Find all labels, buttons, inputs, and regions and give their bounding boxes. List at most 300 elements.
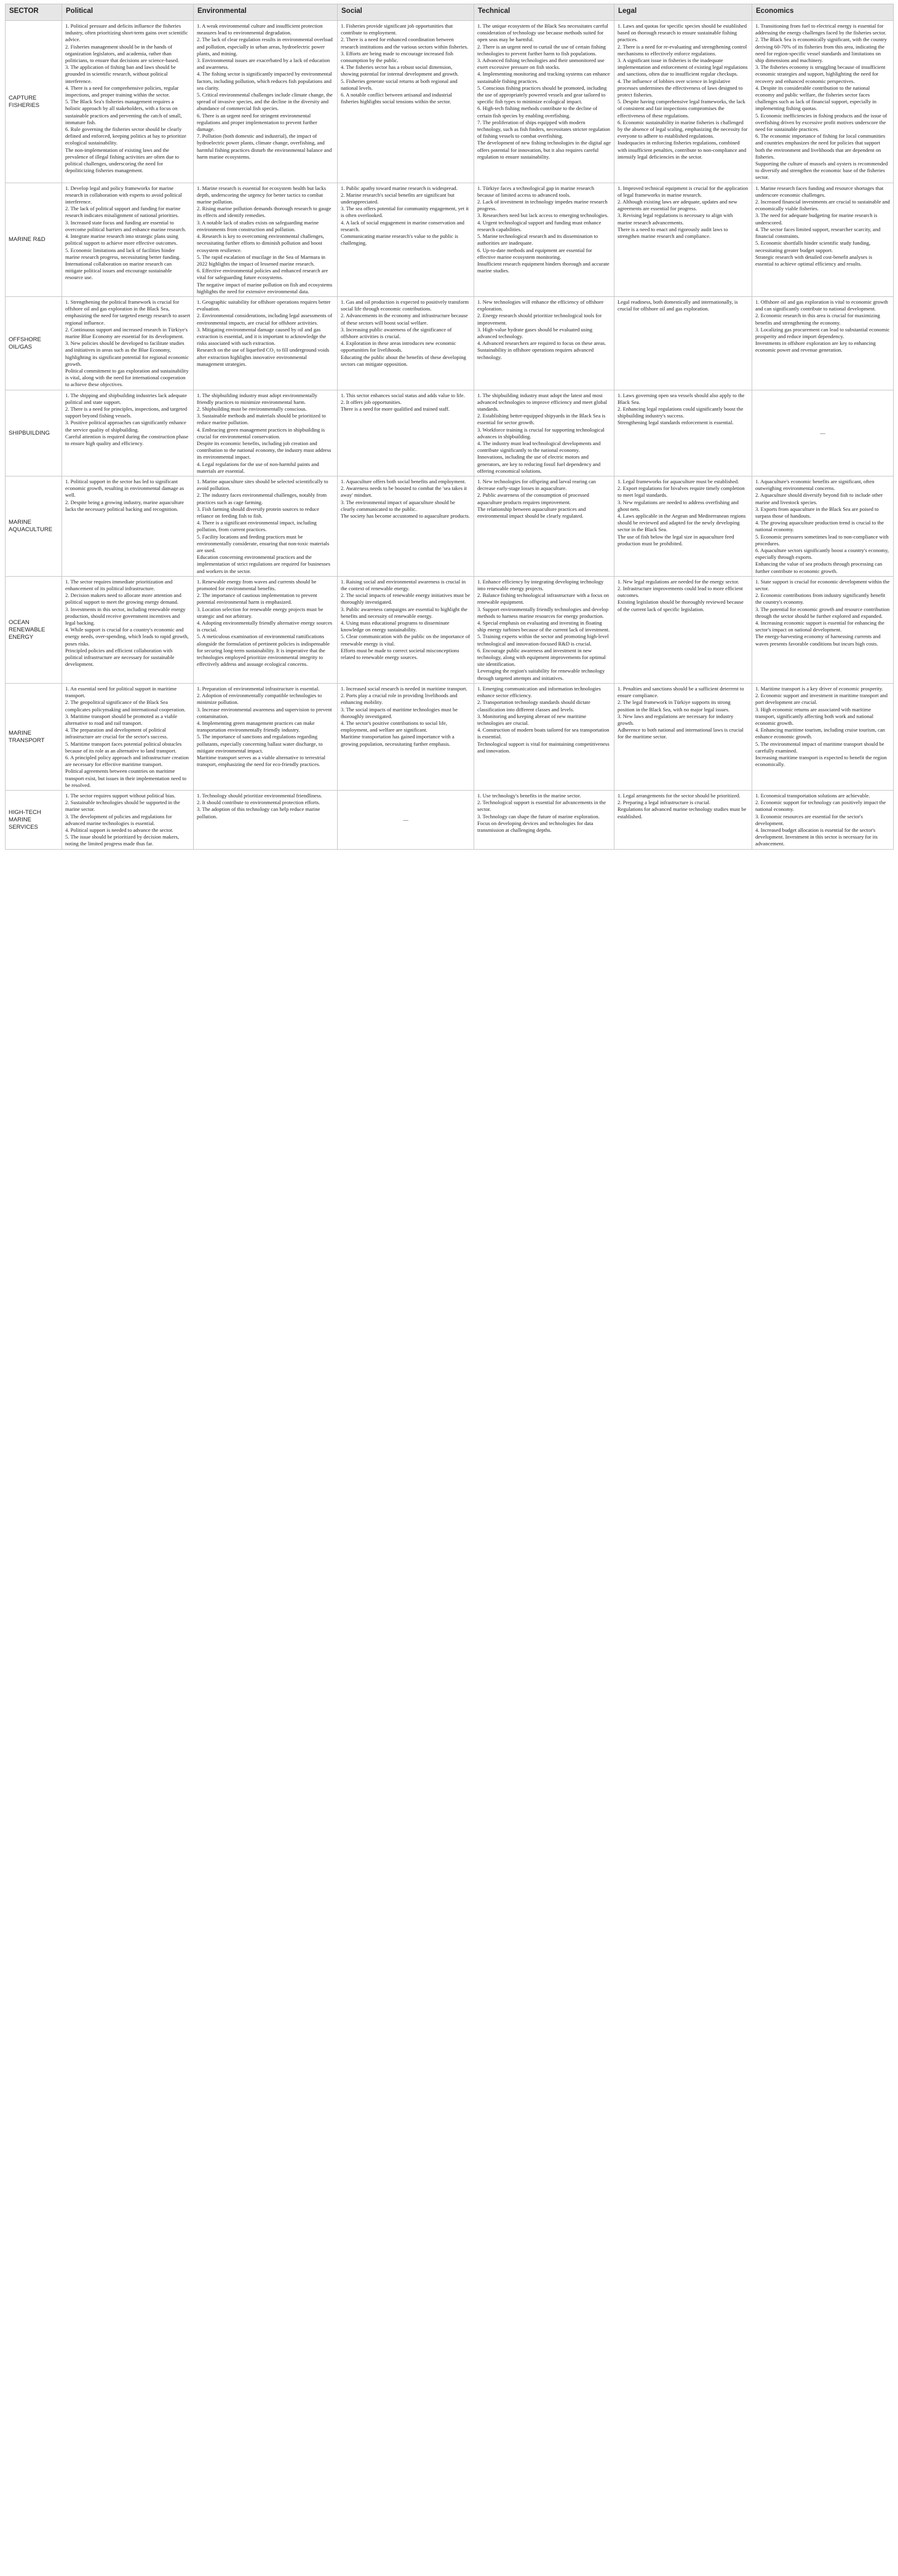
cell-paragraph: 3. Economic resources are essential for the sector's development. bbox=[755, 813, 863, 826]
cell-paragraph: Focus on developing devices and technologies for data transmission at challenging depths. bbox=[477, 820, 594, 833]
cell-paragraph: 3. The social impacts of maritime technologies must be thoroughly investigated. bbox=[341, 706, 458, 719]
cell-paragraph: 2. Economic contributions from industry significantly benefit the country's economy. bbox=[755, 592, 886, 606]
table-row bbox=[6, 296, 894, 390]
cell-paragraph: 1. Political pressure and deficits influence the fisheries industry, often prioritizing short-term gains over scientific advice. bbox=[65, 23, 188, 43]
cell-paragraph: 3. Increasing public awareness of the significance of offshore activities is crucial. bbox=[341, 326, 452, 339]
cell-paragraph: 2. The Black Sea is economically significant, with the country deriving 60-70% of its fisheries from this area, indicating the need for region-specific vessel standards and limitations on ship dimensions and machinery. bbox=[755, 36, 887, 64]
header-technical: Technical bbox=[474, 4, 614, 21]
cell-paragraph: 2. Economic support and investment in maritime transport and port development are crucial. bbox=[755, 692, 888, 706]
cell-environmental bbox=[194, 790, 338, 849]
cell-paragraph: 6. A notable conflict between artisanal and industrial fisheries highlights social tensions within the sector. bbox=[341, 92, 452, 105]
cell-paragraph: 3. Positive political approaches can significantly enhance the service quality of shipbuilding. bbox=[65, 419, 186, 433]
cell-paragraph: 3. The environmental impact of aquaculture should be clearly communicated to the public. bbox=[341, 499, 455, 512]
cell-paragraph: 3. Fish farming should diversify protein sources to reduce reliance on feeding fish to fish. bbox=[197, 505, 319, 520]
sector-label: MARINE TRANSPORT bbox=[6, 683, 62, 790]
cell-paragraph: 3. Sustainable methods and materials should be prioritized to reduce marine pollution. bbox=[197, 413, 326, 426]
cell-economics bbox=[752, 476, 894, 577]
cell-paragraph: 5. Training experts within the sector and promoting high-level technological and innovation-focused R&D is crucial. bbox=[477, 633, 609, 647]
table-row bbox=[6, 576, 894, 683]
cell-paragraph: 2. Awareness needs to be boosted to combat the 'sea takes it away' mindset. bbox=[341, 485, 467, 499]
cell-paragraph: 3. High-value hydrate gases should be evaluated using advanced technology. bbox=[477, 326, 593, 339]
cell-paragraph: 6. Effective environmental policies and enhanced research are vital for safeguarding future ecosystems. bbox=[197, 267, 328, 281]
cell-paragraph: Adherence to both national and international laws is crucial for the maritime sector. bbox=[618, 727, 744, 740]
cell-paragraph: 2. Economic research in this area is crucial for maximizing benefits and strengthening the economy. bbox=[755, 312, 880, 326]
cell-paragraph: 2. The geopolitical significance of the Black Sea complicates policymaking and international cooperation. bbox=[65, 699, 186, 713]
page bbox=[0, 0, 898, 852]
cell-paragraph: 3. Researchers need but lack access to emerging technologies. bbox=[477, 212, 609, 219]
cell-political bbox=[62, 183, 194, 296]
cell-paragraph: 3. Maritime transport should be promoted as a viable alternative to road and rail transport. bbox=[65, 713, 178, 726]
cell-paragraph: 2. Ports play a crucial role in providing livelihoods and enhancing mobility. bbox=[341, 692, 458, 706]
sector-label: HIGH-TECH MARINE SERVICES bbox=[6, 790, 62, 849]
cell-paragraph: Innovations, including the use of electric motors and generators, are key to reducing fossil fuel dependency and offering economical solutions. bbox=[477, 454, 601, 474]
cell-paragraph: 4. Using mass educational programs to disseminate knowledge on energy sustainability. bbox=[341, 620, 450, 633]
sector-label: OFFSHORE OIL/GAS bbox=[6, 296, 62, 390]
table-body bbox=[6, 21, 894, 850]
cell-paragraph: 6. Aquaculture sectors significantly boost a country's economy, especially through exports. bbox=[755, 547, 889, 561]
cell-economics bbox=[752, 21, 894, 183]
cell-paragraph: 1. Aquaculture offers both social benefits and employment. bbox=[341, 478, 466, 484]
cell-paragraph: 2. Rising marine pollution demands thorough research to gauge its effects and identify remedies. bbox=[197, 205, 332, 219]
cell-paragraph: 5. Marine technological research and its dissemination to authorities are inadequate. bbox=[477, 233, 598, 247]
cell-paragraph: The use of fish below the legal size in aquaculture feed production must be prohibited. bbox=[618, 533, 734, 547]
cell-paragraph: 1. Legal frameworks for aquaculture must be established. bbox=[618, 478, 739, 484]
cell-technical bbox=[474, 476, 614, 577]
cell-paragraph: 1. Technology should prioritize environmental friendliness. bbox=[197, 792, 322, 799]
cell-paragraph: 5. Fisheries generate social returns at both regional and national levels. bbox=[341, 77, 458, 91]
cell-legal bbox=[614, 683, 752, 790]
cell-paragraph: There is a need to enact and rigorously audit laws to strengthen marine research and compliance. bbox=[618, 226, 728, 240]
cell-paragraph: 4. The sector faces limited support, researcher scarcity, and financial constraints. bbox=[755, 226, 881, 240]
cell-paragraph: Increasing maritime transport is expected to benefit the region economically. bbox=[755, 754, 887, 768]
cell-paragraph: Strengthening legal standards enforcement is essential. bbox=[618, 419, 734, 426]
cell-paragraph: 5. Economic limitations and lack of facilities hinder marine research progress, necessitating better funding. bbox=[65, 247, 181, 260]
cell-legal bbox=[614, 576, 752, 683]
cell-paragraph: 2. Aquaculture should diversify beyond fish to include other marine and livestock species. bbox=[755, 492, 883, 505]
cell-paragraph: 1. Develop legal and policy frameworks for marine research in collaboration with experts to avoid political interference. bbox=[65, 184, 182, 205]
cell-paragraph: 2. The lack of political support and funding for marine research indicates misalignment of national priorities. bbox=[65, 205, 181, 219]
cell-paragraph: 3. Workforce training is crucial for supporting technological advances in shipbuilding. bbox=[477, 426, 605, 440]
cell-social bbox=[338, 21, 474, 183]
cell-paragraph: 2. There is a need for re-evaluating and strengthening control mechanisms to effectively enforce regulations. bbox=[618, 43, 747, 57]
cell-paragraph: 4. Urgent technological support and funding must enhance research capabilities. bbox=[477, 219, 602, 232]
cell-paragraph: 2. Marine research's social benefits are significant but underappreciated. bbox=[341, 191, 455, 205]
cell-paragraph: Strategic research with detailed cost-benefit analyses is essential to achieve optimal efficiency and results. bbox=[755, 253, 872, 267]
cell-environmental bbox=[194, 183, 338, 296]
table-row bbox=[6, 683, 894, 790]
cell-paragraph: Sustainability in offshore operations requires advanced technology. bbox=[477, 347, 594, 360]
table-header-row bbox=[6, 4, 894, 21]
cell-paragraph: 4. Special emphasis on evaluating and investing in floating ship energy turbines because of the current lack of investment. bbox=[477, 620, 610, 633]
cell-paragraph: International collaboration on marine research can mitigate political issues and encourage sustainable resource use. bbox=[65, 260, 172, 281]
sector-label: MARINE AQUACULTURE bbox=[6, 476, 62, 577]
cell-paragraph: Leveraging the region's suitability for renewable technology through targeted attempts and initiatives. bbox=[477, 668, 605, 681]
cell-paragraph: 1. The shipping and shipbuilding industries lack adequate political and state support. bbox=[65, 392, 187, 405]
cell-paragraph: 4. Embracing green management practices in shipbuilding is crucial for environmental conservation. bbox=[197, 426, 325, 440]
cell-paragraph: 3. The adoption of this technology can help reduce marine pollution. bbox=[197, 806, 320, 820]
cell-paragraph: Supporting the culture of mussels and oysters is recommended to diversify and strengthen the economic base of the fisheries sector. bbox=[755, 160, 888, 181]
cell-paragraph: 4. Enhancing maritime tourism, including cruise tourism, can enhance economic growth. bbox=[755, 727, 885, 740]
cell-paragraph: 1. Marine aquaculture sites should be selected scientifically to avoid pollution. bbox=[197, 478, 328, 492]
cell-paragraph: 3. Monitoring and keeping abreast of new maritime technologies are crucial. bbox=[477, 713, 587, 726]
cell-paragraph: 2. Transportation technology standards should dictate classification into different classes and levels. bbox=[477, 699, 590, 713]
cell-paragraph: 4. Exploration in these areas introduces new economic opportunities for livelihoods. bbox=[341, 340, 456, 354]
cell-paragraph: 3. High economic returns are associated with maritime transport, significantly affecting both work and national economic growth. bbox=[755, 706, 873, 726]
cell-paragraph: 1. Marine research is essential for ecosystem health but lacks depth, underscoring the urgency for better tactics to combat marine pollution. bbox=[197, 184, 326, 205]
cell-paragraph: 3. New laws and regulations are necessary for industry growth. bbox=[618, 713, 734, 726]
cell-paragraph: 2. Although existing laws are adequate, updates and new agreements are essential for progress. bbox=[618, 199, 737, 212]
cell-paragraph: 4. Laws applicable in the Aegean and Mediterranean regions should be reviewed and adapted for the newly developing sector in the Black Sea. bbox=[618, 513, 746, 533]
cell-paragraph: 2. The lack of clear regulation results in environmental overload and pollution, especially in urban areas, hydroelectric power plants, and mining. bbox=[197, 36, 333, 57]
cell-paragraph: Principled policies and efficient collaboration with political infrastructure are necessary for sustainable development. bbox=[65, 647, 175, 668]
cell-paragraph: 2. The industry faces environmental challenges, notably from practices such as cage farming. bbox=[197, 492, 327, 505]
cell-paragraph: 2. Fisheries management should be in the hands of organization legislators, and academia, rather than politicians, to ensure that decisions are science-based. bbox=[65, 43, 180, 64]
cell-paragraph: 4. Implementing monitoring and tracking systems can enhance sustainable fishing practices. bbox=[477, 71, 610, 84]
cell-paragraph: 5. The Black Sea's fisheries management requires a holistic approach by all stakeholders, with a focus on sustainable practices and preventing the catch of small, immature fish. bbox=[65, 98, 182, 125]
cell-political bbox=[62, 21, 194, 183]
cell-paragraph: 5. Economic shortfalls hinder scientific study funding, necessitating greater budget support. bbox=[755, 240, 871, 253]
cell-economics bbox=[752, 576, 894, 683]
cell-paragraph: 1. Transitioning from fuel to electrical energy is essential for addressing the energy challenges faced by the fisheries sector. bbox=[755, 23, 886, 36]
cell-paragraph: 5. The environmental impact of maritime transport should be carefully examined. bbox=[755, 740, 884, 754]
table-row bbox=[6, 21, 894, 183]
sector-label: SHIPBUILDING bbox=[6, 390, 62, 476]
cell-social bbox=[338, 183, 474, 296]
cell-paragraph: 4. There is a need for comprehensive policies, regular inspections, and proper training within the sector. bbox=[65, 84, 179, 98]
cell-technical bbox=[474, 21, 614, 183]
cell-paragraph: 3. Revising legal regulations is necessary to align with marine research advancements. bbox=[618, 212, 733, 226]
cell-technical bbox=[474, 683, 614, 790]
cell-paragraph: 2. Energy research should prioritize technological tools for improvement. bbox=[477, 312, 602, 326]
cell-paragraph: 5. The rapid escalation of mucilage in the Sea of Marmara in 2022 highlights the impact of lessened marine research. bbox=[197, 253, 325, 267]
cell-paragraph: 1. A weak environmental culture and insufficient protection measures lead to environmental degradation. bbox=[197, 23, 323, 36]
cell-paragraph: 2. Increased financial investments are crucial to sustainable and economically viable fisheries. bbox=[755, 199, 890, 212]
cell-paragraph: There is a need for more qualified and trained staff. bbox=[341, 405, 450, 412]
cell-paragraph: 4. While support is crucial for a country's economic and energy needs, over-spending, which leads to rapid growth, poses risks. bbox=[65, 626, 189, 647]
cell-economics bbox=[752, 790, 894, 849]
cell-paragraph: 2. Decision makers need to allocate more attention and political support to meet the growing energy demand. bbox=[65, 592, 181, 606]
cell-economics bbox=[752, 296, 894, 390]
cell-paragraph: 2. Adoption of environmentally compatible technologies to minimize pollution. bbox=[197, 692, 322, 706]
cell-paragraph: 3. A significant issue in fisheries is the inadequate implementation and enforcement of existing legal regulations and sanctions, often due to insufficient regular checkups. bbox=[618, 57, 748, 77]
cell-paragraph: 6. Encourage public awareness and investment in new technology, along with equipment improvements for optimal site identification. bbox=[477, 647, 606, 668]
cell-paragraph: Inadequacies in enforcing fisheries regulations, combined with insufficient penalties, contribute to non-compliance and intensify legal deficiencies in the sector. bbox=[618, 140, 747, 160]
cell-paragraph: — bbox=[403, 816, 408, 823]
cell-environmental bbox=[194, 576, 338, 683]
cell-paragraph: Maritime transport serves as a viable alternative to terrestrial transport, emphasizing the need for eco-friendly practices. bbox=[197, 754, 326, 768]
table-row bbox=[6, 390, 894, 476]
cell-paragraph: 4. The preparation and development of political infrastructure are crucial for the sector's success. bbox=[65, 727, 168, 740]
cell-paragraph: 3. Increased state focus and funding are essential to overcome political barriers and enhance marine research. bbox=[65, 219, 186, 232]
cell-paragraph: 1. Renewable energy from waves and currents should be promoted for environmental benefits. bbox=[197, 578, 317, 592]
cell-paragraph: 1. Offshore oil and gas exploration is vital to economic growth and can significantly contribute to national development. bbox=[755, 298, 888, 312]
cell-paragraph: 3. Location selection for renewable energy projects must be strategic and not arbitrary. bbox=[197, 606, 324, 619]
sector-analysis-table bbox=[5, 4, 894, 850]
cell-paragraph: 1. The unique ecosystem of the Black Sea necessitates careful consideration of technology use because methods suited for open seas may be harmful. bbox=[477, 23, 608, 43]
cell-paragraph: 1. Aquaculture's economic benefits are significant, often outweighing environmental concerns. bbox=[755, 478, 875, 492]
cell-paragraph: 1. Penalties and sanctions should be a sufficient deterrent to ensure compliance. bbox=[618, 685, 744, 699]
cell-paragraph: 6. A principled policy approach and infrastructure creation are necessary for effective maritime transport. bbox=[65, 754, 189, 768]
cell-paragraph: 1. The sector requires immediate prioritization and enhancement of its political infrastructure. bbox=[65, 578, 173, 592]
cell-paragraph: Educating the public about the benefits of these developing sectors can mitigate opposition. bbox=[341, 354, 466, 367]
sector-label: CAPTURE FISHERIES bbox=[6, 21, 62, 183]
cell-paragraph: 2. Sustainable technologies should be supported in the marine sector. bbox=[65, 799, 180, 813]
cell-paragraph: 1. Türkiye faces a technological gap in marine research because of limited access to advanced tools. bbox=[477, 184, 595, 198]
table-row bbox=[6, 476, 894, 577]
cell-paragraph: 4. Advanced researchers are required to focus on these areas. bbox=[477, 340, 606, 347]
cell-paragraph: 1. This sector enhances social status and adds value to life. bbox=[341, 392, 465, 398]
cell-paragraph: 4. Adopting environmentally friendly alternative energy sources is crucial. bbox=[197, 620, 333, 633]
cell-paragraph: The relationship between aquaculture practices and environmental impact should be clearly regulated. bbox=[477, 505, 586, 520]
header-political: Political bbox=[62, 4, 194, 21]
cell-political bbox=[62, 683, 194, 790]
cell-paragraph: 1. Raising social and environmental awareness is crucial in the context of renewable energy. bbox=[341, 578, 466, 592]
cell-paragraph: 2. Environmental considerations, including legal assessments of environmental impacts, are crucial for offshore activities. bbox=[197, 312, 333, 326]
cell-technical bbox=[474, 390, 614, 476]
cell-paragraph: 3. Mitigating environmental damage caused by oil and gas extraction is essential, and it is important to acknowledge the risks associated with such extraction. bbox=[197, 326, 327, 347]
cell-paragraph: 5. The importance of sanctions and regulations regarding pollutants, especially concerning ballast water discharge, to mitigate environmental impact. bbox=[197, 733, 323, 754]
cell-paragraph: 1. Enhance efficiency by integrating developing technology into renewable energy projects. bbox=[477, 578, 604, 592]
cell-paragraph: 1. The shipbuilding industry must adopt environmentally friendly practices to minimize environmental harm. bbox=[197, 392, 317, 405]
cell-technical bbox=[474, 576, 614, 683]
cell-paragraph: Political commitment to gas exploration and sustainability is vital, along with the need for international cooperation to achieve these objectives. bbox=[65, 367, 189, 388]
cell-paragraph: Legal readiness, both domestically and internationally, is crucial for offshore oil and gas exploration. bbox=[618, 298, 738, 312]
cell-paragraph: Technological support is vital for maintaining competitiveness and innovation. bbox=[477, 740, 610, 754]
cell-paragraph: 1. The shipbuilding industry must adopt the latest and most advanced technologies to improve efficiency and meet global standards. bbox=[477, 392, 608, 412]
cell-paragraph: 3. New regulations are needed to address overfishing and ghost nets. bbox=[618, 499, 739, 512]
cell-social bbox=[338, 296, 474, 390]
cell-paragraph: 4. Increasing economic support is essential for enhancing the sector's impact on national development. bbox=[755, 620, 884, 633]
cell-social bbox=[338, 576, 474, 683]
cell-paragraph: 4. Implementing green management practices can make transportation environmentally friendly industry. bbox=[197, 719, 315, 733]
cell-social bbox=[338, 390, 474, 476]
cell-technical bbox=[474, 183, 614, 296]
cell-paragraph: 4. Increased budget allocation is essential for the sector's development. Investment in this sector is necessary for its advancement. bbox=[755, 826, 878, 847]
cell-paragraph: 2. The social impacts of renewable energy initiatives must be thoroughly investigated. bbox=[341, 592, 471, 606]
cell-paragraph: 4. Despite its considerable contribution to the national economy and public welfare, the fisheries sector faces challenges such as lack of financial support, especially in implementing fishing quotas. bbox=[755, 84, 876, 112]
header-sector: SECTOR bbox=[6, 4, 62, 21]
cell-paragraph: 3. Localizing gas procurement can lead to substantial economic prosperity and reduce import dependency. bbox=[755, 326, 890, 339]
cell-legal bbox=[614, 390, 752, 476]
cell-paragraph: 1. Strengthening the political framework is crucial for offshore oil and gas exploration in the Black Sea, emphasizing the need for targeted energy research to assert regional influence. bbox=[65, 298, 190, 326]
cell-paragraph: 5. Economic inefficiencies in fishing products and the issue of overfishing driven by excessive profit motives underscore the need for sustainable practices. bbox=[755, 112, 888, 133]
cell-paragraph: 2. Shipbuilding must be environmentally conscious. bbox=[197, 405, 307, 412]
cell-paragraph: 2. Establishing better-equipped shipyards in the Black Sea is essential for sector growth. bbox=[477, 413, 606, 426]
cell-paragraph: 1. Economical transportation solutions are achievable. bbox=[755, 792, 870, 799]
cell-paragraph: 6. Rule governing the fisheries sector should be clearly defined and enforced, keeping politics at bay to prioritize ecological sustainability. bbox=[65, 126, 186, 146]
cell-paragraph: The society has become accustomed to aquaculture products. bbox=[341, 513, 470, 520]
cell-paragraph: 2. Economic support for technology can positively impact the national economy. bbox=[755, 799, 886, 813]
cell-paragraph: 2. The legal framework in Türkiye supports its strong position in the Black Sea, with no major legal issues. bbox=[618, 699, 731, 713]
cell-paragraph: 2. Continuous support and increased research in Türkiye's marine Blue Economy are essential for its development. bbox=[65, 326, 188, 339]
cell-paragraph: 1. New technologies will enhance the efficiency of offshore exploration. bbox=[477, 298, 604, 312]
cell-paragraph: Careful attention is required during the construction phase to ensure high quality and efficiency. bbox=[65, 433, 189, 446]
cell-paragraph: 3. Increase environmental awareness and supervision to prevent contamination. bbox=[197, 706, 332, 719]
cell-paragraph: 2. Enhancing legal regulations could significantly boost the shipbuilding industry's success. bbox=[618, 405, 744, 419]
cell-legal bbox=[614, 790, 752, 849]
cell-paragraph: 2. Despite being a growing industry, marine aquaculture lacks the necessary political backing and recognition. bbox=[65, 499, 184, 512]
cell-paragraph: 2. Public awareness of the consumption of processed aquaculture products requires improvement. bbox=[477, 492, 589, 505]
cell-technical bbox=[474, 296, 614, 390]
cell-paragraph: 6. Economic sustainability in marine fisheries is challenged by the absence of legal scaling, emphasizing the necessity for everyone to adhere to established regulations. bbox=[618, 119, 748, 140]
cell-paragraph: 1. Emerging communication and information technologies enhance sector efficiency. bbox=[477, 685, 601, 699]
cell-political bbox=[62, 790, 194, 849]
cell-paragraph: 4. Legal regulations for the use of non-harmful paints and materials are essential. bbox=[197, 460, 319, 474]
cell-environmental bbox=[194, 21, 338, 183]
cell-paragraph: 1. Increased social research is needed in maritime transport. bbox=[341, 685, 467, 692]
cell-environmental bbox=[194, 296, 338, 390]
cell-paragraph: 2. Advancements in the economy and infrastructure because of these sectors will boost social welfare. bbox=[341, 312, 468, 326]
cell-paragraph: 4. The influence of lobbies over science in legislative processes undermines the effectiveness of laws designed to protect fisheries. bbox=[618, 77, 743, 98]
cell-environmental bbox=[194, 476, 338, 577]
cell-paragraph: 3. Efforts are being made to encourage increased fish consumption by the public. bbox=[341, 50, 453, 64]
cell-paragraph: 1. State support is crucial for economic development within the sector. bbox=[755, 578, 890, 592]
cell-paragraph: 4. The growing aquaculture production trend is crucial to the national economy. bbox=[755, 520, 884, 533]
cell-paragraph: Research on the use of liquefied CO₂ to fill underground voids after extraction highlights innovative environmental management strategies. bbox=[197, 347, 330, 367]
cell-economics bbox=[752, 183, 894, 296]
cell-paragraph: The development of new fishing technologies in the digital age offers potential for innovation, but it also requires careful regulation to ensure sustainability. bbox=[477, 140, 611, 160]
cell-paragraph: 4. The fisheries sector has a robust social dimension, showing potential for internal development and growth. bbox=[341, 64, 459, 77]
cell-paragraph: 2. Export regulations for bivalves require timely completion to meet legal standards. bbox=[618, 485, 745, 499]
cell-social bbox=[338, 476, 474, 577]
cell-paragraph: 2. Infrastructure improvements could lead to more efficient outcomes. bbox=[618, 585, 743, 599]
cell-paragraph: 5. Economic pressures sometimes lead to non-compliance with procedures. bbox=[755, 533, 889, 547]
cell-paragraph: 3. The development of policies and regulations for advanced marine technologies is essential. bbox=[65, 813, 172, 826]
cell-political bbox=[62, 390, 194, 476]
cell-paragraph: Political agreements between countries on maritime transport exist, but issues in their implementation need to be resolved. bbox=[65, 768, 186, 788]
cell-paragraph: 1. The sector requires support without political bias. bbox=[65, 792, 176, 799]
cell-legal bbox=[614, 21, 752, 183]
cell-paragraph: 3. The application of fishing ban and laws should be grounded in scientific research, without political interference. bbox=[65, 64, 176, 84]
cell-economics bbox=[752, 390, 894, 476]
cell-paragraph: 3. Environmental issues are exacerbated by a lack of education and awareness. bbox=[197, 57, 330, 71]
cell-paragraph: 4. Integrate marine research into strategic plans using political support to achieve more effective outcomes. bbox=[65, 233, 178, 247]
cell-paragraph: 4. The fishing sector is significantly impacted by environmental factors, including pollution, which reduces fish populations and sea clarity. bbox=[197, 71, 332, 91]
cell-paragraph: 5. Despite having comprehensive legal frameworks, the lack of consistent and fair inspections compromises the effectiveness of these regulations. bbox=[618, 98, 745, 119]
cell-paragraph: 6. High-tech fishing methods contribute to the decline of certain fish species by enabling overfishing. bbox=[477, 105, 597, 119]
cell-paragraph: 3. The sea offers potential for community engagement, yet it is often overlooked. bbox=[341, 205, 469, 219]
cell-paragraph: 2. Lack of investment in technology impedes marine research progress. bbox=[477, 199, 608, 212]
header-legal: Legal bbox=[614, 4, 752, 21]
sector-label: MARINE R&D bbox=[6, 183, 62, 296]
cell-paragraph: The energy-harvesting economy of harnessing currents and waves presents favorable conditions but incurs high costs. bbox=[755, 633, 881, 647]
cell-paragraph: 1. Maritime transport is a key driver of economic prosperity. bbox=[755, 685, 883, 692]
cell-paragraph: 3. A notable lack of studies exists on safeguarding marine environments from construction and pollution. bbox=[197, 219, 319, 232]
cell-paragraph: 3. New policies should be developed to facilitate studies and initiatives in areas such as the Blue Economy, highlighting its significant potential for regional economic growth. bbox=[65, 340, 189, 367]
header-environmental: Environmental bbox=[194, 4, 338, 21]
cell-political bbox=[62, 576, 194, 683]
cell-paragraph: 1. Public apathy toward marine research is widespread. bbox=[341, 184, 458, 191]
cell-paragraph: 3. Technology can shape the future of marine exploration. bbox=[477, 813, 600, 820]
header-social: Social bbox=[338, 4, 474, 21]
cell-paragraph: 1. An essential need for political support in maritime transport. bbox=[65, 685, 177, 699]
cell-paragraph: 1. Preparation of environmental infrastructure is essential. bbox=[197, 685, 320, 692]
cell-social bbox=[338, 683, 474, 790]
cell-paragraph: 4. Political support is needed to advance the sector. bbox=[65, 826, 173, 833]
cell-paragraph: 2. There is an urgent need to curtail the use of certain fishing technologies to prevent further harm to fish populations. bbox=[477, 43, 606, 57]
cell-legal bbox=[614, 296, 752, 390]
cell-paragraph: 7. The proliferation of ships equipped with modern technology, such as fish finders, necessitates stricter regulation of fishing vessels to combat overfishing. bbox=[477, 119, 610, 140]
cell-paragraph: 1. Laws governing open sea vessels should also apply to the Black Sea. bbox=[618, 392, 745, 405]
cell-technical bbox=[474, 790, 614, 849]
cell-paragraph: Regulations for advanced marine technology studies must be established. bbox=[618, 806, 747, 820]
cell-paragraph: 2. The importance of cautious implementation to prevent potential environmental harm is emphasized. bbox=[197, 592, 317, 606]
table-row bbox=[6, 183, 894, 296]
cell-paragraph: Communicating marine research's value to the public is challenging. bbox=[341, 233, 458, 247]
cell-paragraph: Enhancing the value of sea products through processing can further contribute to economic growth. bbox=[755, 561, 883, 574]
cell-paragraph: Insufficient research equipment hinders thorough and accurate marine studies. bbox=[477, 260, 610, 274]
cell-paragraph: Education concerning environmental practices and the implementation of strict regulations are required for businesses and workers in the sector. bbox=[197, 554, 330, 574]
cell-environmental bbox=[194, 390, 338, 476]
cell-paragraph: 6. There is an urgent need for stringent environmental regulations and proper implementation to prevent further damage. bbox=[197, 112, 317, 133]
cell-paragraph: 5. Conscious fishing practices should be promoted, including the use of appropriately powered vessels and gear tailored to specific fish types to minimize ecological impact. bbox=[477, 84, 607, 105]
cell-paragraph: 3. The potential for economic growth and resource contribution through the sector should be further explored and expanded. bbox=[755, 606, 890, 619]
cell-paragraph: 1. Improved technical equipment is crucial for the application of legal frameworks in marine research. bbox=[618, 184, 749, 198]
cell-legal bbox=[614, 476, 752, 577]
cell-paragraph: 4. Construction of modern boats tailored for sea transportation is essential. bbox=[477, 727, 610, 740]
cell-paragraph: 5. A meticulous examination of environmental ramifications alongside the formulation of pertinent policies is indispensable for securing long-term sustainability. It is imperative that the technologies employed prioritize environmental integrity to effectively address and assuage ecological concerns. bbox=[197, 633, 330, 668]
cell-paragraph: 3. Public awareness campaigns are essential to highlight the benefits and necessity of renewable energy. bbox=[341, 606, 467, 619]
cell-paragraph: 3. Exports from aquaculture in the Black Sea are poised to surpass those of handouts. bbox=[755, 505, 879, 520]
cell-paragraph: 3. The need for adequate budgeting for marine research is underscored. bbox=[755, 212, 878, 226]
cell-paragraph: 1. Geographic suitability for offshore operations requires better evaluation. bbox=[197, 298, 331, 312]
cell-paragraph: 3. The fisheries economy is struggling because of insufficient economic strategies and support, highlighting the need for recovery and enhanced economic perspectives. bbox=[755, 64, 886, 84]
cell-paragraph: 1. New legal regulations are needed for the energy sector. bbox=[618, 578, 739, 585]
cell-paragraph: 1. Laws and quotas for specific species should be established based on thorough research to ensure sustainable fishing practices. bbox=[618, 23, 747, 43]
cell-paragraph: 4. A lack of social engagement in marine conservation and research. bbox=[341, 219, 464, 232]
cell-paragraph: The negative impact of marine pollution on fish and ecosystems highlights the need for extensive environmental data. bbox=[197, 281, 333, 294]
cell-paragraph: 1. New technologies for offspring and larval rearing can decrease early-stage losses in aquaculture. bbox=[477, 478, 596, 492]
cell-paragraph: 1. Legal arrangements for the sector should be prioritized. bbox=[618, 792, 741, 799]
cell-social bbox=[338, 790, 474, 849]
cell-paragraph: Efforts must be made to correct societal misconceptions related to renewable energy sources. bbox=[341, 647, 459, 661]
cell-paragraph: 1. Fisheries provide significant job opportunities that contribute to employment. bbox=[341, 23, 453, 36]
cell-paragraph: 4. Research is key to overcoming environmental challenges, necessitating further efforts to diminish pollution and boost ecosystem resilience. bbox=[197, 233, 324, 253]
cell-paragraph: — bbox=[820, 430, 825, 437]
cell-paragraph: 6. Up-to-date methods and equipment are essential for effective marine ecosystem monitoring. bbox=[477, 247, 592, 260]
cell-legal bbox=[614, 183, 752, 296]
cell-paragraph: 2. Balance fishing technological infrastructure with a focus on renewable equipment. bbox=[477, 592, 610, 606]
cell-paragraph: 6. The economic importance of fishing for local communities and countries emphasizes the need for policies that support both the environment and livelihoods that are dependent on fisheries. bbox=[755, 133, 886, 160]
header-economics: Economics bbox=[752, 4, 894, 21]
cell-paragraph: 1. Use technology's benefits in the marine sector. bbox=[477, 792, 581, 799]
cell-paragraph: Despite its economic benefits, including job creation and contribution to the national economy, the industry must address its environmental impact. bbox=[197, 440, 332, 460]
cell-paragraph: 1. Gas and oil production is expected to positively transform social life through economic contributions. bbox=[341, 298, 469, 312]
cell-political bbox=[62, 296, 194, 390]
cell-paragraph: 1. Marine research faces funding and resource shortages that underscore economic challenges. bbox=[755, 184, 884, 198]
cell-paragraph: 5. Facility locations and feeding practices must be environmentally considerate, ensuring that non-toxic materials are used. bbox=[197, 533, 330, 554]
cell-paragraph: Maritime transportation has gained importance with a growing population, necessitating further emphasis. bbox=[341, 733, 455, 747]
cell-paragraph: 2. There is a need for enhanced coordination between research institutions and the various sectors within fisheries. bbox=[341, 36, 469, 50]
cell-paragraph: 1. Political support in the sector has led to significant economic growth, resulting in environmental damage as well. bbox=[65, 478, 185, 499]
cell-paragraph: 3. Advanced fishing technologies and their unmonitored use exert excessive pressure on fish stocks. bbox=[477, 57, 605, 71]
cell-paragraph: Investments in offshore exploration are key to enhancing economic power and revenue generation. bbox=[755, 340, 876, 354]
cell-paragraph: 2. Preparing a legal infrastructure is crucial. bbox=[618, 799, 710, 806]
cell-paragraph: 3. Support environmentally friendly technologies and develop methods to harness marine resources for energy production. bbox=[477, 606, 609, 619]
cell-paragraph: Existing legislation should be thoroughly reviewed because of the current lack of specific legislation. bbox=[618, 599, 744, 612]
table-row bbox=[6, 790, 894, 849]
cell-economics bbox=[752, 683, 894, 790]
cell-paragraph: 4. There is a significant environmental impact, including pollution, from current practices. bbox=[197, 520, 317, 533]
cell-environmental bbox=[194, 683, 338, 790]
cell-paragraph: 2. It should contribute to environmental protection efforts. bbox=[197, 799, 320, 806]
cell-paragraph: The non-implementation of existing laws and the prevalence of illegal fishing activities are often due to political challenges, underscoring the need for depoliticizing fisheries management. bbox=[65, 146, 180, 174]
cell-paragraph: 5. Critical environmental challenges include climate change, the spread of invasive species, and the decline in the diversity and abundance of commercial fish species. bbox=[197, 92, 333, 112]
cell-paragraph: 2. There is a need for principles, inspections, and targeted support beyond fishing vessels. bbox=[65, 405, 188, 419]
cell-paragraph: 3. Investments in this sector, including renewable energy production, should receive government incentives and legal backing. bbox=[65, 606, 186, 626]
cell-paragraph: 4. The sector's positive contributions to social life, employment, and welfare are significant. bbox=[341, 719, 447, 733]
cell-paragraph: 5. Clear communication with the public on the importance of renewable energy is vital. bbox=[341, 633, 471, 647]
